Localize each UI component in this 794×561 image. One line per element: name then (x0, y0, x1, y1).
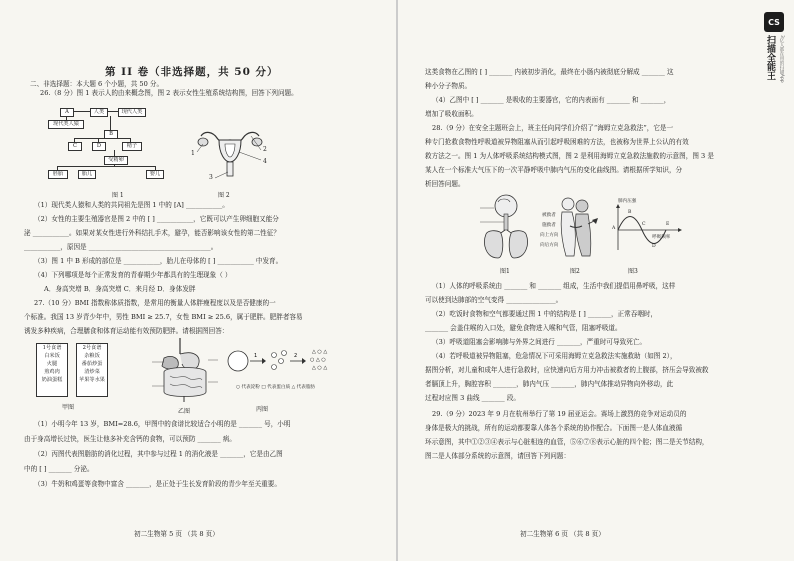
q27-stem-3: 诱发多种疾病，合理膳食和体育运动能有效预防肥胖。请根据图回答： (24, 327, 229, 335)
camscanner-logo-icon: CS (764, 12, 784, 32)
svg-text:2: 2 (294, 353, 298, 359)
fig2-label-rescued: 被救者 (542, 213, 556, 218)
menu1-item: 白米饭 (44, 353, 60, 359)
menu1-item: 奶油蛋糕 (41, 377, 63, 383)
q27-line-1: （1）小明今年 13 岁，BMI=28.6，甲图中的食谱比较适合小明的是 _______ 号，小明 (34, 420, 291, 428)
q28-stem-5: 析回答问题。 (425, 180, 465, 188)
fig2-label-backward: 向后方向 (540, 243, 559, 248)
fig1-box-human: 人类 (90, 108, 108, 117)
q28-stem-1: 28.（9 分）在安全主题班会上，班主任向同学们介绍了“海姆立克急救法”，它是一 (432, 124, 674, 132)
fig2-mark-2: 2 (263, 146, 267, 153)
svg-text:△ ○ △: △ ○ △ (312, 349, 328, 355)
q28-line-1: （1）人体的呼吸系统由 _______ 和 _______ 组成，生活中我们提倡用鼻呼吸，这样 (432, 282, 676, 290)
heimlich-diagram (540, 196, 608, 260)
q28-stem-4: 某人在一个标准大气压下的一次平静呼吸中肺内气压的变化曲线图。请根据所学知识，分 (425, 166, 683, 174)
q28-line-6: （4）若呼吸道被异物阻塞，危急情况下可采用海姆立克急救法实施救助（如图 2）， (432, 352, 677, 360)
right-page-footer: 初二生物第 6 页 （共 8 页） (520, 530, 605, 538)
fig1-arrow (66, 116, 67, 120)
legend-fat: 代表脂肪 (296, 385, 316, 390)
q27-line-5: （3）牛奶和鸡蛋等食物中富含 _______，是正处于生长发育阶段的青少年至关重要。 (34, 480, 281, 488)
legend-square-icon: □ (261, 385, 266, 390)
q26-line-5: （3）图 1 中 B 形成的部位是 ___________，胎儿在母体的 [ ] ___________ 中发育。 (34, 257, 283, 265)
q26-figure-2 (191, 122, 267, 182)
fig1-box-c: C (68, 142, 82, 151)
scanner-watermark (760, 12, 788, 83)
menu2-item: 番茄炒蛋 (81, 361, 103, 367)
q27-cont-line-1: 这类食物在乙图的 [ ] _______ 内被初步消化，最终在小肠内被彻底分解成 _______ 这 (425, 68, 674, 76)
q28-line-5: （3）呼吸道阻塞会影响肺与外界之间进行 _______，严重时可导致死亡。 (432, 338, 646, 346)
q29-line-3: 环示意图，其中①②③④表示与心脏相连的血管，⑤⑥⑦⑧表示心脏的四个腔；图二是关节结构， (425, 438, 709, 446)
fig1-box-ape: 现代类人猿 (48, 120, 84, 129)
fig3-point-c: C (642, 222, 646, 227)
watermark-sub: 3亿人都在用的扫描App (779, 35, 784, 83)
fig1-arrow (73, 111, 90, 112)
fig1-arrow (114, 164, 115, 166)
fat-digestion-diagram (226, 345, 336, 385)
fig1-box-zygote: 受精卵 (104, 156, 128, 165)
q28-stem-3: 救方法之一。图 1 为人体呼吸系统结构模式图，图 2 是利用海姆立克急救法施救的示意图，图 3 是 (425, 152, 714, 160)
fig1-arrow (110, 116, 111, 130)
fig1-box-fetus: 胎儿 (78, 170, 96, 179)
q27-cont-line-2: 种小分子物质。 (425, 82, 472, 90)
fig1-arrow (155, 166, 156, 170)
q27-stem-2: 个标准。我国 13 岁青少年中，男性 BMI ≥ 25.7，女性 BMI ≥ 25.6，属于肥胖。肥胖者容易 (24, 313, 303, 321)
q28-fig1-caption: 图1 (500, 268, 510, 275)
fig-yi-caption: 乙图 (178, 408, 191, 415)
fig-bing-caption: 丙图 (256, 406, 269, 413)
legend-triangle-icon: △ (291, 385, 296, 390)
q26-options: A．身高突增 B．身高突增 C．来月经 D．身体发胖 (44, 285, 196, 293)
fig3-point-d: D (652, 244, 656, 249)
fig1-box-embryo: 胚胎 (48, 170, 68, 179)
respiratory-system-diagram (478, 194, 534, 262)
fig3-point-e: E (666, 222, 670, 227)
q29-line-1: 29.（9 分）2023 年 9 月在杭州举行了第 19 届亚运会。赛场上激烈的竞争对运动员的 (432, 410, 687, 418)
fig3-xlabel: 呼吸频率 (652, 235, 671, 240)
q28-line-3: （2）吃饭时食物和空气都要通过图 1 中的结构是 [ ] _______，正常吞咽时， (432, 310, 658, 318)
left-page-footer: 初二生物第 5 页 （共 8 页） (134, 530, 219, 538)
fig1-arrow (57, 166, 155, 167)
menu1-item: 火腿 (46, 361, 58, 367)
page-fold (396, 0, 398, 561)
menu1-item: 煎鸡肉 (44, 369, 60, 375)
section-title: 第 II 卷（非选择题，共 50 分） (105, 66, 279, 78)
digestion-legend (236, 385, 315, 391)
q28-line-8: 者膈顶上升，胸腔容积 _______，肺内气压 _______，肺内气体推动异物向外移动，此 (425, 380, 674, 388)
fig1-arrow (114, 150, 115, 156)
fig1-box-modern-human: 现代人类 (118, 108, 146, 117)
q29-line-2: 身体是极大的挑战，所有的运动都要靠人体各个系统的协作配合。下面图一是人体血液循 (425, 424, 683, 432)
q27-line-3: （2）丙图代表图脂肪的消化过程，其中参与过程 1 的消化液是 _______，它是由乙图 (34, 450, 283, 458)
q26-line-6: （4）下列哪项是每个正常发育的青春期少年都具有的生理现象（ ） (34, 271, 232, 279)
q27-menu-1 (36, 343, 68, 397)
q26-line-4: ___________，原因是 _____________________________________。 (24, 243, 218, 251)
q27-cont-line-4: 增加了吸收面积。 (425, 110, 478, 118)
legend-circle-icon: ○ (236, 385, 241, 390)
fig1-box-a: A (60, 108, 74, 117)
q27-cont-line-3: （4）乙图中 [ ] _______ 是吸收的主要器官，它的内表面有 _______ 和 _______， (432, 96, 671, 104)
q27-stem-1: 27.（10 分）BMI 指数称体质指数，是常用的衡量人体胖瘦程度以及是否健康的一 (34, 299, 276, 307)
fig2-label-upward: 向上方向 (540, 233, 559, 238)
q26-line-3: 泌 ___________。如果对某女性进行外科结扎手术，避孕，能否影响该女性的第二性征？ (24, 229, 280, 237)
svg-text:○ △ ○: ○ △ ○ (310, 357, 326, 363)
q28-line-7: 据图分析，对儿童和成年人进行急救时，应快速向后方用力冲击被救者的上腹部，挤压会导致被救 (425, 366, 709, 374)
fig3-ylabel: 肺内压强 (618, 199, 637, 204)
q29-line-4: 图二是人体部分系统的示意图，请回答下列问题： (425, 452, 571, 460)
menu2-item: 苹果等水果 (79, 377, 105, 383)
menu2-item: 清炒菜 (84, 369, 100, 375)
fig1-box-sperm: 精子 (122, 142, 142, 151)
fig1-box-baby: 婴儿 (146, 170, 164, 179)
menu2-item: 杂粮饭 (84, 353, 100, 359)
fig2-mark-1: 1 (191, 150, 195, 157)
fig2-mark-4: 4 (263, 158, 267, 165)
q27-line-4: 中的 [ ] _______ 分泌。 (24, 465, 94, 473)
q27-menu-2 (76, 343, 108, 397)
fig1-box-b: B (104, 130, 118, 139)
q26-stem: 26.（8 分）图 1 表示人的由来概念图，图 2 表示女性生殖系统结构图，回答下列问题。 (40, 89, 298, 97)
digestive-system-diagram (150, 336, 220, 404)
menu2-item: 2号食谱 (82, 345, 102, 351)
fig2-label-rescuer: 施救者 (542, 223, 556, 228)
fig3-point-b: B (628, 210, 632, 215)
watermark-name: 扫描全能王 (765, 35, 775, 80)
fig1-box-d: D (92, 142, 106, 151)
svg-text:1: 1 (254, 353, 258, 359)
q28-fig3-caption: 图3 (628, 268, 638, 275)
q28-stem-2: 种专门抢救食物性呼吸道被异物阻塞从而引起呼吸困难的方法，也被称为世界上公认的有效 (425, 138, 689, 146)
q26-line-2: （2）女性的主要生殖器官是图 2 中的 [ ] ___________，它既可以产生卵细胞又能分 (34, 215, 279, 223)
legend-protein: 代表蛋白质 (267, 385, 291, 390)
fig1-arrow (57, 166, 58, 170)
q28-line-2: 可以使到达肺部的空气变得 _______________。 (425, 296, 563, 304)
q28-fig2-caption: 图2 (570, 268, 580, 275)
fig1-arrow (98, 138, 99, 142)
q28-line-9: 过程对应图 3 曲线 _______ 段。 (425, 394, 521, 402)
fig2-mark-3: 3 (209, 174, 213, 181)
q26-line-1: （1）现代类人猿和人类的共同祖先是图 1 中的 [A] ___________。 (34, 201, 229, 209)
legend-starch: 代表淀粉 (241, 385, 260, 390)
fig1-arrow (74, 138, 130, 139)
pressure-curve-diagram (612, 199, 682, 254)
female-reproductive-diagram (195, 122, 265, 182)
svg-text:△ ○ △: △ ○ △ (312, 365, 328, 371)
q28-line-4: _______ 会盖住喉的入口处，避免食物进入喉和气管，阻塞呼吸道。 (425, 324, 622, 332)
fig3-point-a: A (612, 226, 616, 231)
q27-line-2: 由于身高增长过快，医生让他多补充含钙的食物，可以预防 _______ 病。 (24, 435, 236, 443)
section-note: 二、非选择题：本大题 6 个小题，共 50 分。 (30, 80, 164, 88)
fig-jia-caption: 甲图 (62, 404, 75, 411)
fig2-caption: 图 2 (218, 192, 230, 199)
fig1-arrow (130, 138, 131, 142)
fig1-caption: 图 1 (112, 192, 124, 199)
menu1-item: 1号食谱 (42, 345, 62, 351)
fig1-arrow (107, 111, 118, 112)
